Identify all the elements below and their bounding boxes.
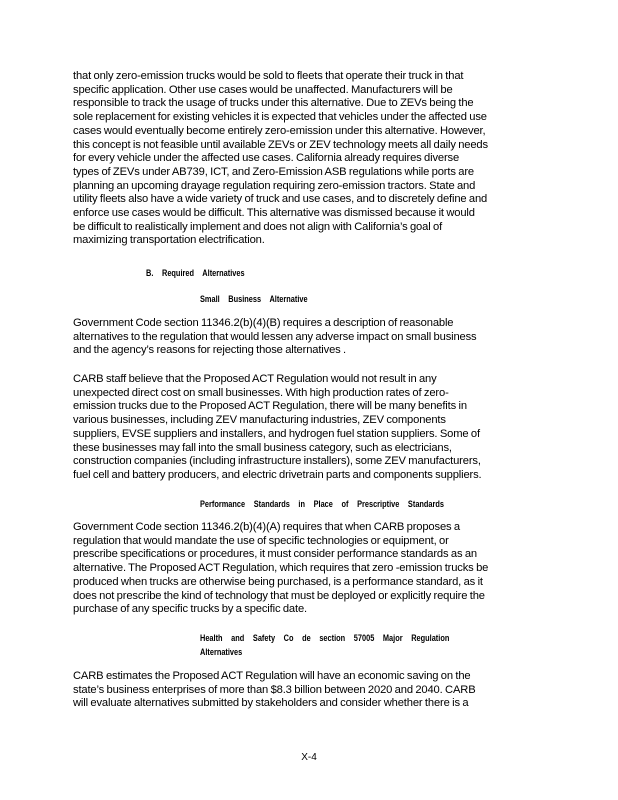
text-line: regulation that would mandate the use of specific technologies or equipment, or [73, 534, 449, 547]
section-heading-required-alternatives: B. Required Alternatives [146, 268, 245, 278]
text-line: prescribe specifications or procedures, it must consider performance standards as an [73, 548, 477, 561]
text-line: Government Code section 11346.2(b)(4)(B) requires a description of reasonable [73, 317, 454, 329]
text-line: does not prescribe the kind of technology that must be deployed or explicitly require the [73, 589, 485, 602]
text-line: will evaluate alternatives submitted by stakeholders and consider whether there is a [73, 697, 469, 710]
text-line: fuel cell and battery producers, and electric drivetrain parts and components suppliers. [73, 468, 482, 481]
text-line: planning an upcoming drayage regulation requiring zero-emission tractors. State and [73, 179, 476, 192]
text-line: various businesses, including ZEV manufacturing industries, ZEV components [73, 414, 446, 427]
paragraph-gov-code-small-business [73, 317, 551, 358]
text-line: these businesses may fall into the small business category, such as electricians, [73, 441, 452, 454]
paragraph-performance-standards [73, 521, 551, 617]
text-line: be difficult to realistically implement and does not align with California’s goal of [73, 220, 443, 233]
text-line: maximizing transportation electrification. [73, 234, 265, 247]
text-line: utility fleets also have a wide variety of truck and use cases, and to discretely define and [73, 193, 488, 206]
text-line: this concept is not feasible until available ZEVs or ZEV technology meets all daily needs [73, 138, 488, 151]
text-line: types of ZEVs under AB739, ICT, and Zero-Emission ASB regulations while ports are [73, 165, 474, 178]
text-line: produced when trucks are otherwise being purchased, is a performance standard, as it [73, 575, 483, 588]
text-line: sole replacement for existing vehicles it is expected that vehicles under the affected use [73, 111, 487, 124]
text-line: specific application. Other use cases would be unaffected. Manufacturers will be [73, 83, 453, 96]
text-line: that only zero-emission trucks would be sold to fleets that operate their truck in that [73, 70, 464, 82]
text-line: alternative. The Proposed ACT Regulation, which requires that zero -emission trucks be [73, 562, 489, 575]
subheading-health-safety-code-line2: Alternatives [200, 647, 243, 657]
text-line: suppliers, EVSE suppliers and installers, and hydrogen fuel station suppliers. Some of [73, 427, 480, 440]
text-line: purchase of any specific trucks by a specific date. [73, 603, 307, 616]
text-line: CARB staff believe that the Proposed ACT Regulation would not result in any [73, 373, 437, 385]
subheading-performance-standards: Performance Standards in Place of Prescriptive Standards [200, 499, 445, 509]
page-number: X-4 [301, 752, 317, 763]
text-line: alternatives to the regulation that would lessen any adverse impact on small business [73, 330, 477, 343]
paragraph-carb-small-business-impact [73, 373, 551, 483]
text-line: unexpected direct cost on small businesses. With high production rates of zero- [73, 386, 449, 399]
text-line: responsible to track the usage of trucks under this alternative. Due to ZEVs being the [73, 97, 474, 110]
paragraph-use-case-alternative [73, 70, 551, 248]
text-line: enforce use cases would be difficult. This alternative was dismissed because it would [73, 207, 475, 220]
text-line: Government Code section 11346.2(b)(4)(A) requires that when CARB proposes a [73, 521, 460, 533]
text-line: CARB estimates the Proposed ACT Regulation will have an economic saving on the [73, 670, 471, 682]
subheading-health-safety-code: Health and Safety Co de section 57005 Major Regulation [200, 633, 450, 643]
text-line: state’s business enterprises of more than $8.3 billion between 2020 and 2040. CARB [73, 683, 476, 696]
text-line: for every vehicle under the affected use cases. California already requires diverse [73, 152, 460, 165]
paragraph-economic-saving [73, 670, 551, 711]
text-line: emission trucks due to the Proposed ACT Regulation, there will be many benefits in [73, 400, 467, 413]
text-line: construction companies (including infrastructure installers), some ZEV manufacturers, [73, 455, 481, 468]
text-line: cases would eventually become entirely zero-emission under this alternative. However, [73, 124, 486, 137]
text-line: and the agency’s reasons for rejecting those alternatives . [73, 344, 347, 357]
subheading-small-business-alternative: Small Business Alternative [200, 294, 308, 304]
